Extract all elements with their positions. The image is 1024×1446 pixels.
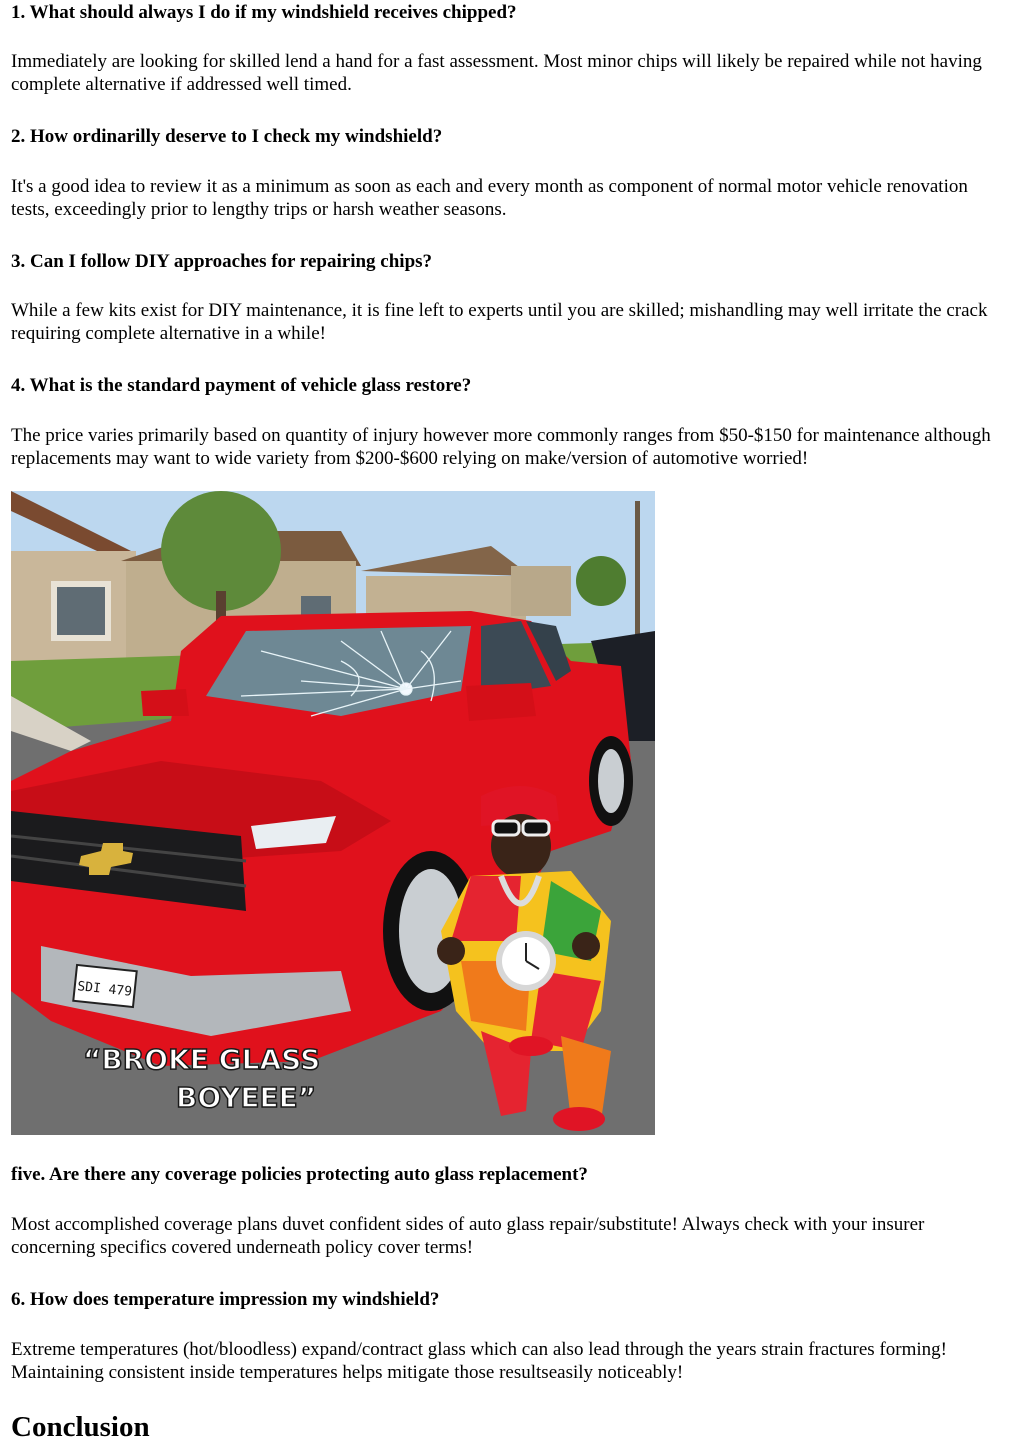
article-image bbox=[11, 491, 655, 1135]
license-plate-text: SDI 479 bbox=[76, 979, 133, 1000]
faq-question-3: 3. Can I follow DIY approaches for repairing chips? bbox=[11, 251, 433, 272]
faq-answer-5: Most accomplished coverage plans duvet confident sides of auto glass repair/substitute! Always check with your insurer concerning specifics covered underneath policy cover terms! bbox=[11, 1214, 925, 1258]
conclusion-heading: Conclusion bbox=[11, 1411, 150, 1443]
faq-question-4: 4. What is the standard payment of vehicle glass restore? bbox=[11, 375, 472, 396]
faq-answer-2: It's a good idea to review it as a minimum as soon as each and every month as component of normal motor vehicle renovation tests, exceedingly prior to lengthy trips or harsh weather seasons. bbox=[11, 176, 968, 220]
faq-answer-1: Immediately are looking for skilled lend a hand for a fast assessment. Most minor chips will likely be repaired while not having complete alternative if addressed well timed. bbox=[11, 51, 982, 95]
faq-answer-3: While a few kits exist for DIY maintenance, it is fine left to experts until you are skilled; mishandling may well irritate the crack requiring complete alternative in a while! bbox=[11, 300, 988, 344]
tree bbox=[576, 556, 626, 606]
truck-photo bbox=[11, 491, 655, 1135]
caption-line-2: BOYEEE” bbox=[176, 1081, 317, 1114]
faq-answer-6: Extreme temperatures (hot/bloodless) expand/contract glass which can also lead through the years strain fractures forming! Maintaining consistent inside temperatures helps mitigate those resultseasily noticeably! bbox=[11, 1339, 947, 1383]
faq-question-2: 2. How ordinarilly deserve to I check my windshield? bbox=[11, 126, 443, 147]
faq-question-6: 6. How does temperature impression my windshield? bbox=[11, 1289, 440, 1310]
faq-question-5: five. Are there any coverage policies protecting auto glass replacement? bbox=[11, 1164, 588, 1185]
faq-question-1: 1. What should always I do if my windshield receives chipped? bbox=[11, 2, 517, 23]
caption-line-1: “BROKE GLASS bbox=[83, 1043, 321, 1076]
faq-answer-4: The price varies primarily based on quantity of injury however more commonly ranges from $50-$150 for maintenance although replacements may want to wide variety from $200-$600 relying on make/version of automotive worried! bbox=[11, 425, 991, 469]
